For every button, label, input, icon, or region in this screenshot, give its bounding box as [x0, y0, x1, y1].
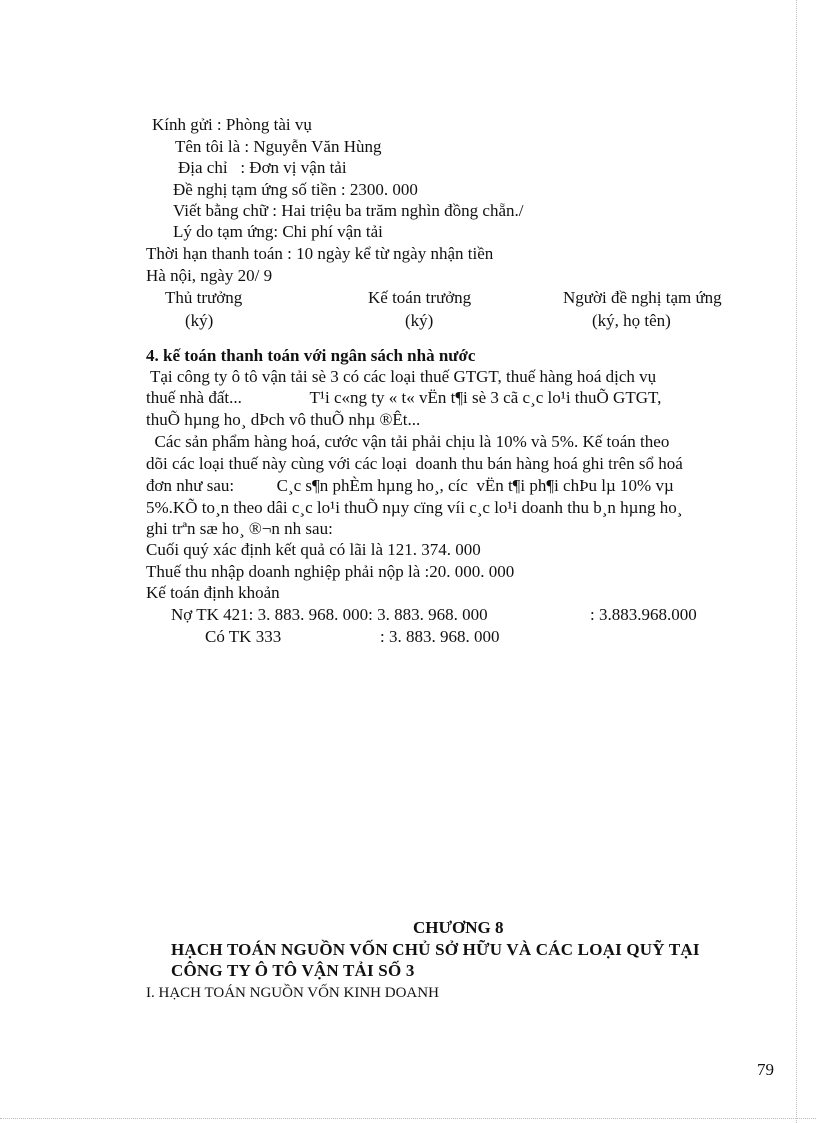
- credit-entry-amount: : 3. 883. 968. 000: [380, 627, 500, 646]
- signature-director-note: (ký): [185, 311, 214, 330]
- amount-in-words-line: Viết bằng chữ : Hai triệu ba trăm nghìn đồng chẵn./: [173, 201, 524, 220]
- signature-director-title: Thủ trưởng: [165, 288, 243, 307]
- journal-entry-heading: Kế toán định khoản: [146, 583, 280, 602]
- paragraph-line: Các sản phẩm hàng hoá, cước vận tải phải chịu là 10% và 5%. Kế toán theo: [146, 432, 670, 451]
- reason-line: Lý do tạm ứng: Chi phí vận tải: [173, 222, 383, 241]
- chapter-subtitle-line-2: CÔNG TY Ô TÔ VẬN TẢI SỐ 3: [171, 961, 415, 980]
- paragraph-line: đơn như sau: C¸c s¶n phÈm hµng ho¸, cíc vËn t¶i ph¶i chÞu lµ 10% vµ: [146, 476, 674, 495]
- paragraph-line: thuÕ hµng ho¸ dÞch vô thuÕ nhµ ®Êt...: [146, 410, 421, 429]
- profit-line: Cuối quý xác định kết quả có lãi là 121. 374. 000: [146, 540, 481, 559]
- deadline-line: Thời hạn thanh toán : 10 ngày kể từ ngày nhận tiền: [146, 244, 494, 263]
- amount-line: Đề nghị tạm ứng số tiền : 2300. 000: [173, 180, 418, 199]
- requester-name-line: Tên tôi là : Nguyễn Văn Hùng: [175, 137, 382, 156]
- chapter-title: CHƯƠNG 8: [413, 918, 504, 937]
- page-number: 79: [757, 1060, 774, 1079]
- page-border-right: [796, 0, 797, 1123]
- signature-chief-accountant-title: Kế toán trưởng: [368, 288, 472, 307]
- paragraph-line: Tại công ty ô tô vận tải sè 3 có các loại thuế GTGT, thuế hàng hoá dịch vụ: [146, 367, 657, 386]
- signature-chief-accountant-note: (ký): [405, 311, 434, 330]
- paragraph-line: thuế nhà đất... T¹i c«ng ty « t« vËn t¶i sè 3 cã c¸c lo¹i thuÕ GTGT,: [146, 388, 662, 407]
- paragraph-line: ghi trªn sæ ho¸ ®¬n nh sau:: [146, 519, 333, 538]
- address-line: Địa chỉ : Đơn vị vận tải: [178, 158, 347, 177]
- paragraph-line: 5%.KÕ to¸n theo dâi c¸c lo¹i thuÕ nµy cïng víi c¸c lo¹i doanh thu b¸n hµng ho¸: [146, 498, 683, 517]
- paragraph-line: dõi các loại thuế này cùng với các loại doanh thu bán hàng hoá ghi trên sổ hoá: [146, 454, 683, 473]
- tax-line: Thuế thu nhập doanh nghiệp phải nộp là :20. 000. 000: [146, 562, 515, 581]
- signature-requester-title: Người đề nghị tạm ứng: [563, 288, 722, 307]
- debit-entry: Nợ TK 421: 3. 883. 968. 000: 3. 883. 968. 000: [171, 605, 488, 624]
- credit-entry-account: Có TK 333: [205, 627, 282, 646]
- section-4-heading: 4. kế toán thanh toán với ngân sách nhà nước: [146, 346, 476, 365]
- date-line: Hà nội, ngày 20/ 9: [146, 266, 273, 285]
- chapter-section-heading: I. HẠCH TOÁN NGUỒN VỐN KINH DOANH: [146, 985, 439, 1001]
- signature-requester-note: (ký, họ tên): [592, 311, 671, 330]
- page-border-bottom: [0, 1118, 816, 1119]
- debit-entry-amount: : 3.883.968.000: [590, 605, 697, 624]
- chapter-subtitle-line-1: HẠCH TOÁN NGUỒN VỐN CHỦ SỞ HỮU VÀ CÁC LOẠI QUỸ TẠI: [171, 940, 700, 959]
- recipient-line: Kính gửi : Phòng tài vụ: [152, 115, 312, 134]
